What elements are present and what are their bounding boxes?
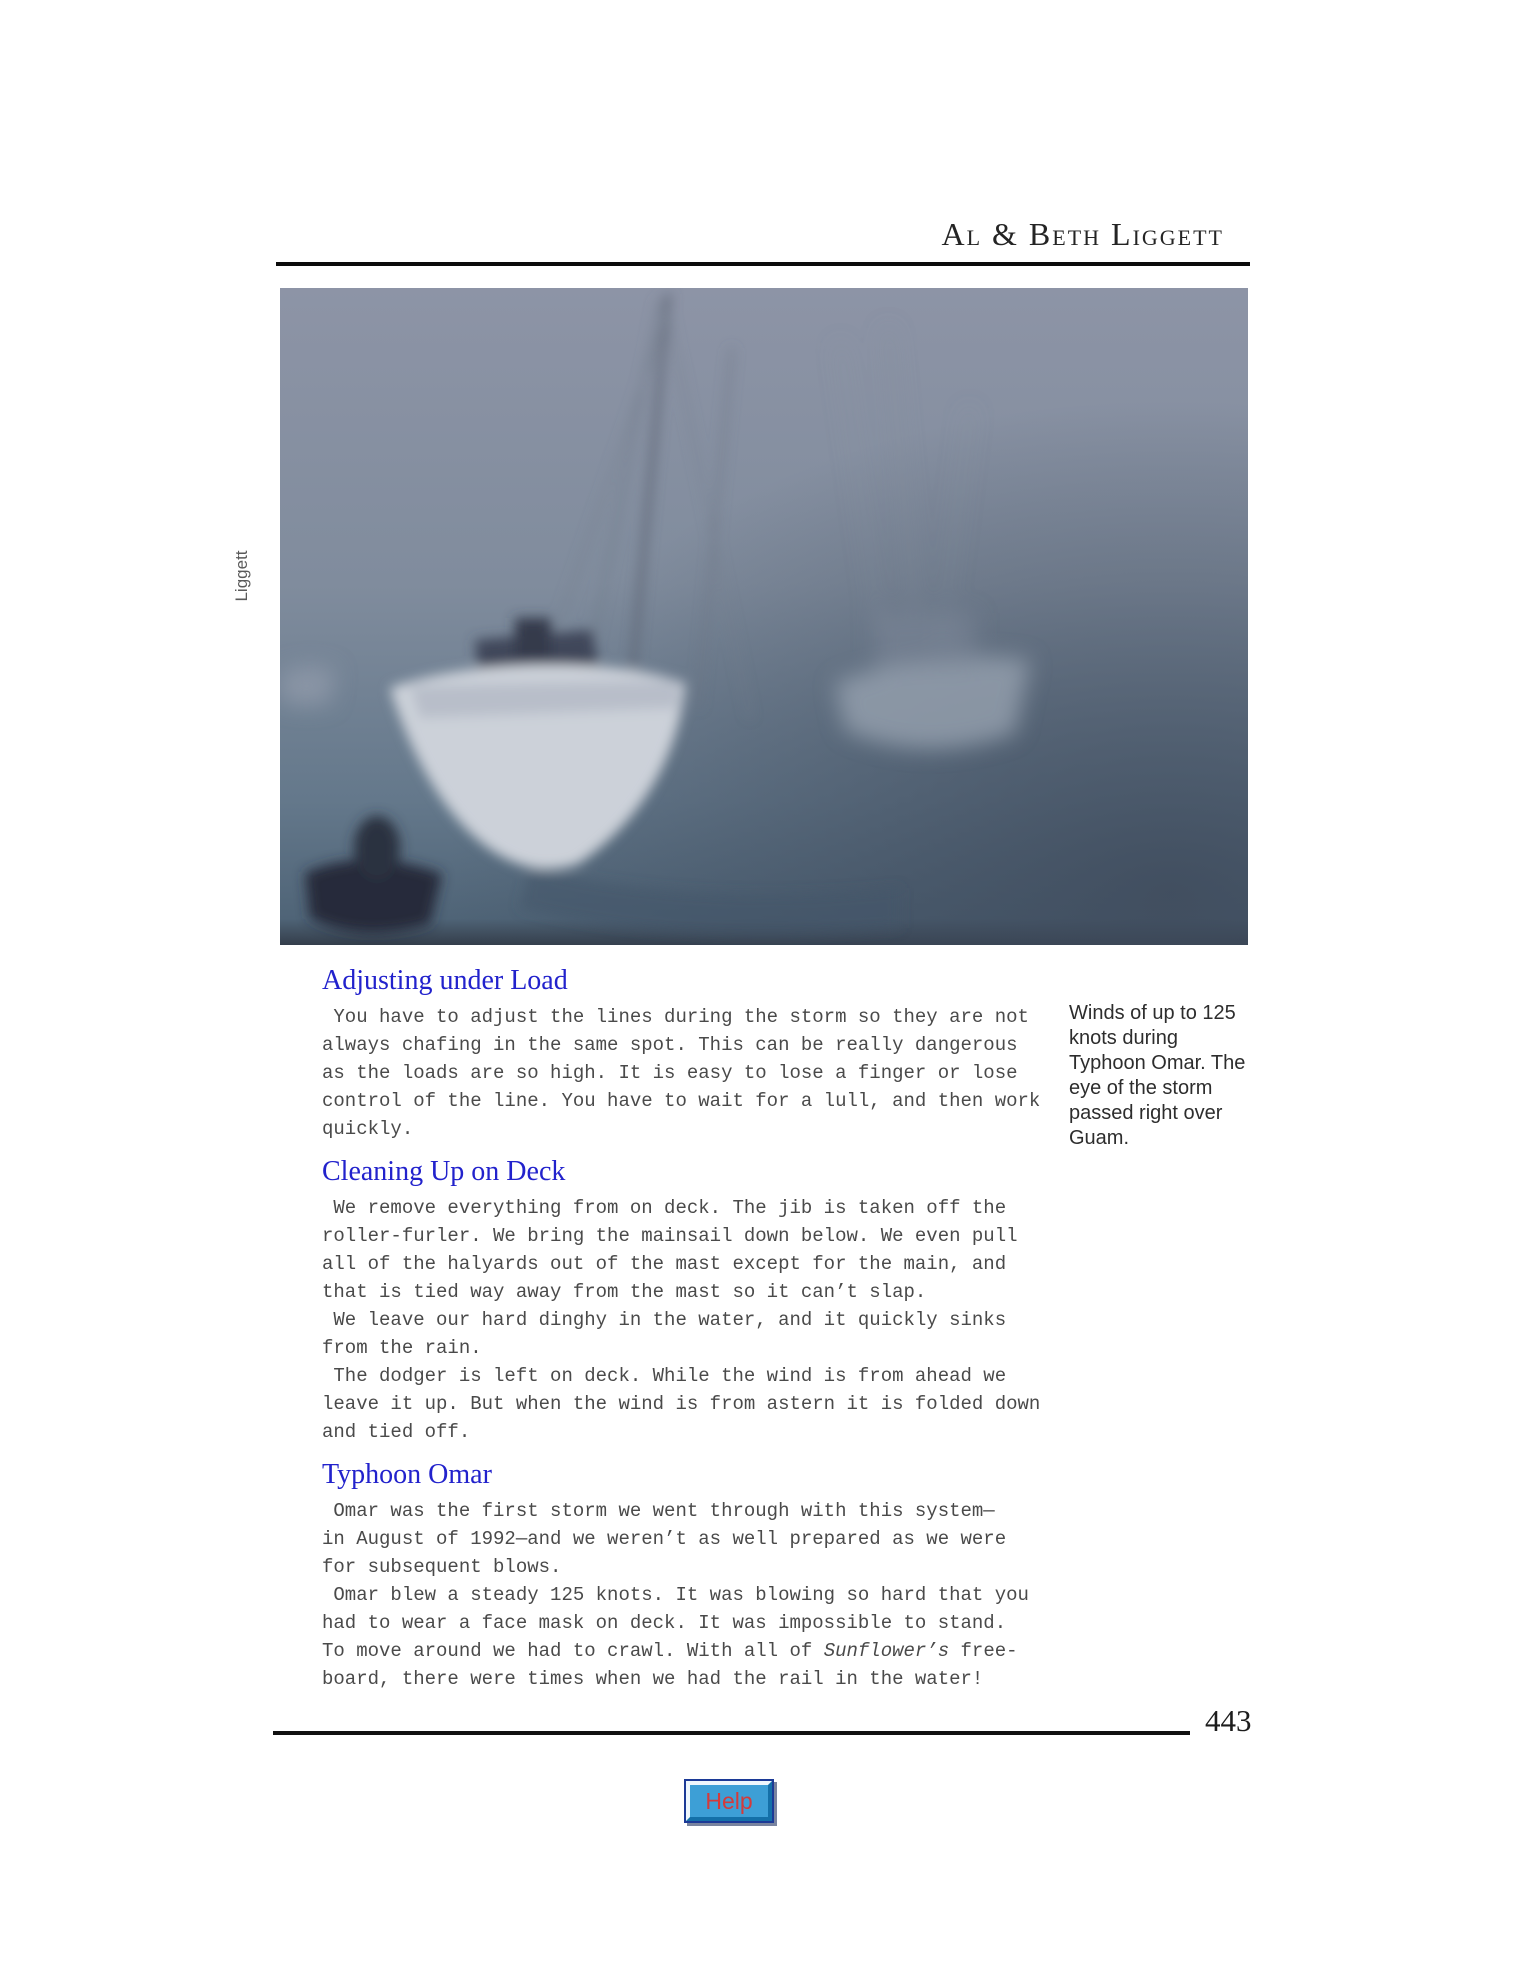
paragraph bbox=[322, 1581, 1046, 1693]
body-line: leave it up. But when the wind is from astern it is folded down bbox=[322, 1393, 1041, 1415]
sidebar-line: eye of the storm bbox=[1069, 1077, 1213, 1099]
section-heading-adjusting-under-load: Adjusting under Load bbox=[322, 965, 568, 996]
page-title: Al & Beth Liggett bbox=[941, 216, 1224, 252]
footer-rule bbox=[273, 1731, 1190, 1735]
article-body bbox=[322, 964, 1046, 1693]
paragraph bbox=[322, 1003, 1046, 1143]
body-line: always chafing in the same spot. This can be really dangerous bbox=[322, 1034, 1018, 1056]
body-line: as the loads are so high. It is easy to lose a finger or lose bbox=[322, 1062, 1018, 1084]
help-button-label: Help bbox=[686, 1781, 772, 1821]
body-line: board, there were times when we had the rail in the water! bbox=[322, 1668, 984, 1690]
page-number: 443 bbox=[1205, 1703, 1252, 1738]
header-rule bbox=[276, 262, 1250, 266]
paragraph bbox=[322, 1362, 1046, 1446]
body-line: all of the halyards out of the mast except for the main, and bbox=[322, 1253, 1007, 1275]
body-line: that is tied way away from the mast so it can’t slap. bbox=[322, 1281, 927, 1303]
body-line: You have to adjust the lines during the storm so they are not bbox=[322, 1006, 1029, 1028]
help-button[interactable] bbox=[684, 1779, 774, 1823]
paragraph bbox=[322, 1194, 1046, 1306]
section-heading-cleaning-up-on-deck: Cleaning Up on Deck bbox=[322, 1156, 566, 1187]
photo-credit: Liggett bbox=[232, 550, 251, 602]
sidebar-line: Typhoon Omar. The bbox=[1069, 1052, 1246, 1074]
body-line: Omar was the first storm we went through with this system— bbox=[322, 1500, 995, 1522]
body-line: from the rain. bbox=[322, 1337, 482, 1359]
body-line: We leave our hard dinghy in the water, and it quickly sinks bbox=[322, 1309, 1007, 1331]
storm-photo bbox=[280, 288, 1248, 945]
paragraph bbox=[322, 1497, 1046, 1581]
body-line: roller-furler. We bring the mainsail down below. We even pull bbox=[322, 1225, 1018, 1247]
sidebar-line: Winds of up to 125 bbox=[1069, 1002, 1236, 1024]
body-line: and tied off. bbox=[322, 1421, 471, 1443]
section-heading-typhoon-omar: Typhoon Omar bbox=[322, 1459, 492, 1490]
body-line: quickly. bbox=[322, 1118, 414, 1140]
body-text-segment: free- bbox=[949, 1640, 1018, 1662]
sidebar-caption bbox=[1069, 1001, 1289, 1151]
sidebar-line: Guam. bbox=[1069, 1127, 1130, 1149]
body-line: in August of 1992—and we weren’t as well prepared as we were bbox=[322, 1528, 1007, 1550]
paragraph bbox=[322, 1306, 1046, 1362]
body-line: We remove everything from on deck. The jib is taken off the bbox=[322, 1197, 1007, 1219]
body-line bbox=[322, 1637, 1046, 1665]
body-line: for subsequent blows. bbox=[322, 1556, 562, 1578]
body-line: had to wear a face mask on deck. It was impossible to stand. bbox=[322, 1612, 1007, 1634]
sidebar-line: passed right over bbox=[1069, 1102, 1223, 1124]
body-line: The dodger is left on deck. While the wind is from ahead we bbox=[322, 1365, 1007, 1387]
body-text-segment: To move around we had to crawl. With all of bbox=[322, 1640, 824, 1662]
boat-name-sunflower: Sunflower’s bbox=[823, 1640, 950, 1662]
sidebar-line: knots during bbox=[1069, 1027, 1178, 1049]
body-line: control of the line. You have to wait for a lull, and then work bbox=[322, 1090, 1041, 1112]
body-line: Omar blew a steady 125 knots. It was blowing so hard that you bbox=[322, 1584, 1029, 1606]
